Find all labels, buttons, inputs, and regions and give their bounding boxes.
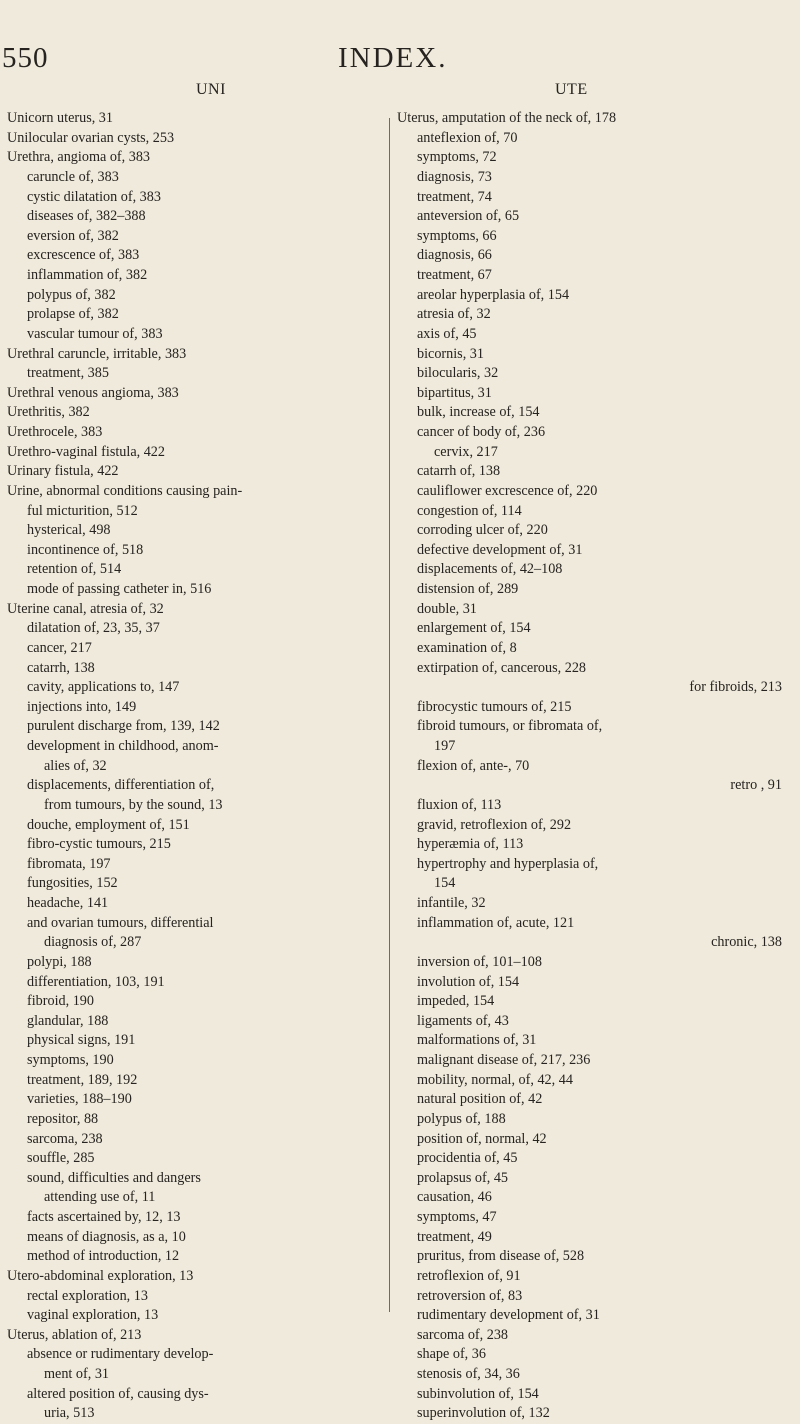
- index-subentry: hyperæmia of, 113: [417, 836, 524, 853]
- index-subentry: douche, employment of, 151: [27, 816, 190, 833]
- index-subentry: diseases of, 382–388: [27, 208, 146, 225]
- index-subentry: retroversion of, 83: [417, 1287, 523, 1304]
- index-subentry: anteversion of, 65: [417, 208, 520, 225]
- index-subentry: injections into, 149: [27, 698, 137, 715]
- index-subentry: diagnosis, 66: [417, 247, 492, 264]
- index-subentry: displacements of, 42–108: [417, 561, 563, 578]
- index-subentry: from tumours, by the sound, 13: [44, 796, 223, 813]
- index-subentry: rudimentary development of, 31: [417, 1307, 600, 1324]
- index-subentry: stenosis of, 34, 36: [417, 1366, 520, 1382]
- index-subentry: means of diagnosis, as a, 10: [27, 1228, 186, 1245]
- index-heading: Urethritis, 382: [7, 404, 90, 421]
- index-subentry: treatment, 67: [417, 267, 492, 283]
- index-subentry: symptoms, 72: [417, 149, 497, 166]
- index-subentry: cancer, 217: [27, 639, 92, 656]
- index-subentry: cancer of body of, 236: [417, 424, 546, 440]
- index-subentry: procidentia of, 45: [417, 1150, 518, 1167]
- index-subentry: subinvolution of, 154: [417, 1385, 539, 1402]
- index-heading: Uterine canal, atresia of, 32: [7, 600, 164, 617]
- index-subentry: areolar hyperplasia of, 154: [417, 286, 570, 303]
- index-column-right: [397, 109, 790, 1424]
- index-subentry: fibroid, 190: [27, 993, 94, 1010]
- page-title: INDEX.: [338, 42, 448, 74]
- index-subentry: diagnosis of, 287: [44, 934, 142, 951]
- index-subentry: examination of, 8: [417, 639, 517, 656]
- index-column-left: [7, 109, 382, 1424]
- index-subentry: infantile, 32: [417, 895, 486, 911]
- index-subentry: cauliflower excrescence of, 220: [417, 482, 598, 499]
- index-subentry: treatment, 385: [27, 365, 109, 382]
- index-subentry: fungosities, 152: [27, 875, 118, 892]
- index-subentry: diagnosis, 73: [417, 168, 492, 185]
- index-subentry: treatment, 49: [417, 1228, 492, 1245]
- index-heading: Uterus, ablation of, 213: [7, 1326, 142, 1343]
- index-heading: Urine, abnormal conditions causing pain-: [7, 482, 243, 499]
- page-number: 550: [2, 42, 49, 74]
- index-subentry: and ovarian tumours, differential: [27, 914, 214, 931]
- index-heading: Unicorn uterus, 31: [7, 110, 113, 126]
- index-heading: Urethrocele, 383: [7, 424, 103, 440]
- index-subentry: retroflexion of, 91: [417, 1267, 521, 1284]
- index-subentry: 197: [434, 738, 456, 754]
- index-subentry: impeded, 154: [417, 993, 495, 1010]
- index-subentry: symptoms, 47: [417, 1209, 497, 1225]
- index-subentry: distension of, 289: [417, 581, 519, 597]
- index-subentry: varieties, 188–190: [27, 1091, 132, 1108]
- index-subentry: treatment, 189, 192: [27, 1071, 138, 1088]
- index-subentry: inversion of, 101–108: [417, 953, 542, 970]
- index-subentry: facts ascertained by, 12, 13: [27, 1209, 181, 1225]
- index-subentry: development in childhood, anom-: [27, 738, 219, 754]
- index-subentry: prolapse of, 382: [27, 306, 119, 323]
- index-subentry: position of, normal, 42: [417, 1130, 547, 1147]
- index-subentry: for fibroids, 213: [689, 679, 782, 696]
- index-subentry: cavity, applications to, 147: [27, 679, 180, 696]
- index-subentry: dilatation of, 23, 35, 37: [27, 620, 160, 637]
- index-subentry: glandular, 188: [27, 1012, 109, 1029]
- index-subentry: vaginal exploration, 13: [27, 1307, 159, 1324]
- index-subentry: altered position of, causing dys-: [27, 1385, 209, 1402]
- index-heading: Urethral venous angioma, 383: [7, 384, 179, 401]
- index-subentry: ment of, 31: [44, 1366, 110, 1382]
- index-subentry: mode of passing catheter in, 516: [27, 581, 212, 597]
- index-subentry: vascular tumour of, 383: [27, 325, 163, 342]
- index-subentry: inflammation of, 382: [27, 267, 148, 283]
- index-subentry: purulent discharge from, 139, 142: [27, 718, 220, 735]
- index-subentry: symptoms, 190: [27, 1052, 114, 1068]
- index-heading: Urinary fistula, 422: [7, 463, 119, 480]
- index-subentry: flexion of, ante-, 70: [417, 757, 530, 774]
- index-subentry: natural position of, 42: [417, 1091, 543, 1108]
- index-subentry: double, 31: [417, 600, 477, 617]
- index-subentry: uria, 513: [44, 1405, 95, 1422]
- index-subentry: absence or rudimentary develop-: [27, 1346, 214, 1363]
- index-subentry: sarcoma of, 238: [417, 1326, 509, 1343]
- index-subentry: malformations of, 31: [417, 1032, 537, 1049]
- index-subentry: prolapsus of, 45: [417, 1169, 509, 1186]
- index-subentry: caruncle of, 383: [27, 168, 119, 185]
- index-subentry: corroding ulcer of, 220: [417, 522, 548, 539]
- index-subentry: involution of, 154: [417, 973, 520, 990]
- index-subentry: anteflexion of, 70: [417, 129, 518, 146]
- index-subentry: headache, 141: [27, 895, 109, 911]
- index-subentry: hypertrophy and hyperplasia of,: [417, 855, 599, 872]
- index-subentry: fibromata, 197: [27, 855, 111, 872]
- index-subentry: displacements, differentiation of,: [27, 777, 215, 794]
- index-subentry: chronic, 138: [711, 934, 782, 951]
- index-subentry: differentiation, 103, 191: [27, 973, 165, 990]
- index-subentry: mobility, normal, of, 42, 44: [417, 1071, 573, 1088]
- index-subentry: bulk, increase of, 154: [417, 404, 540, 421]
- index-subentry: fibro-cystic tumours, 215: [27, 836, 171, 853]
- index-subentry: attending use of, 11: [44, 1189, 156, 1206]
- index-subentry: shape of, 36: [417, 1346, 486, 1363]
- index-subentry: cystic dilatation of, 383: [27, 188, 161, 205]
- index-subentry: sound, difficulties and dangers: [27, 1169, 201, 1186]
- index-heading: Unilocular ovarian cysts, 253: [7, 129, 175, 146]
- index-subentry: enlargement of, 154: [417, 620, 531, 637]
- index-subentry: bilocularis, 32: [417, 365, 499, 382]
- index-subentry: pruritus, from disease of, 528: [417, 1248, 585, 1265]
- index-subentry: fluxion of, 113: [417, 796, 502, 813]
- index-subentry: axis of, 45: [417, 325, 477, 342]
- index-subentry: fibrocystic tumours of, 215: [417, 698, 572, 715]
- index-heading: Urethral caruncle, irritable, 383: [7, 345, 187, 362]
- guide-word-right: UTE: [555, 81, 588, 98]
- index-subentry: polypi, 188: [27, 953, 92, 970]
- index-subentry: bipartitus, 31: [417, 384, 492, 401]
- index-subentry: treatment, 74: [417, 188, 492, 205]
- index-subentry: inflammation of, acute, 121: [417, 914, 575, 931]
- index-subentry: defective development of, 31: [417, 541, 583, 558]
- index-subentry: atresia of, 32: [417, 306, 491, 323]
- index-subentry: 154: [434, 875, 456, 892]
- column-divider: [389, 118, 390, 1312]
- index-heading: Urethra, angioma of, 383: [7, 149, 151, 166]
- index-subentry: repositor, 88: [27, 1110, 99, 1127]
- index-subentry: retro , 91: [730, 777, 782, 794]
- index-subentry: souffle, 285: [27, 1150, 95, 1167]
- index-subentry: symptoms, 66: [417, 227, 497, 244]
- index-subentry: polypus of, 188: [417, 1110, 506, 1127]
- index-subentry: congestion of, 114: [417, 502, 522, 519]
- index-heading: Utero-abdominal exploration, 13: [7, 1267, 194, 1284]
- index-heading: Uterus, amputation of the neck of, 178: [397, 110, 617, 126]
- index-subentry: hysterical, 498: [27, 522, 111, 539]
- index-subentry: catarrh of, 138: [417, 463, 501, 480]
- index-subentry: ful micturition, 512: [27, 502, 138, 519]
- index-heading: Urethro-vaginal fistula, 422: [7, 443, 165, 460]
- index-subentry: gravid, retroflexion of, 292: [417, 816, 572, 833]
- index-subentry: malignant disease of, 217, 236: [417, 1052, 591, 1068]
- index-subentry: method of introduction, 12: [27, 1248, 180, 1265]
- index-subentry: alies of, 32: [44, 757, 107, 774]
- index-subentry: fibroid tumours, or fibromata of,: [417, 718, 603, 735]
- index-subentry: extirpation of, cancerous, 228: [417, 659, 587, 676]
- index-subentry: causation, 46: [417, 1189, 492, 1206]
- guide-word-left: UNI: [196, 81, 226, 98]
- index-subentry: eversion of, 382: [27, 227, 119, 244]
- index-subentry: ligaments of, 43: [417, 1012, 509, 1029]
- index-subentry: superinvolution of, 132: [417, 1405, 550, 1422]
- index-subentry: physical signs, 191: [27, 1032, 136, 1049]
- index-subentry: bicornis, 31: [417, 345, 484, 362]
- index-subentry: rectal exploration, 13: [27, 1287, 148, 1304]
- index-subentry: catarrh, 138: [27, 659, 95, 676]
- index-subentry: cervix, 217: [434, 443, 498, 460]
- index-subentry: incontinence of, 518: [27, 541, 144, 558]
- index-subentry: excrescence of, 383: [27, 247, 140, 264]
- index-subentry: retention of, 514: [27, 561, 122, 578]
- index-subentry: polypus of, 382: [27, 286, 116, 303]
- index-subentry: sarcoma, 238: [27, 1130, 103, 1147]
